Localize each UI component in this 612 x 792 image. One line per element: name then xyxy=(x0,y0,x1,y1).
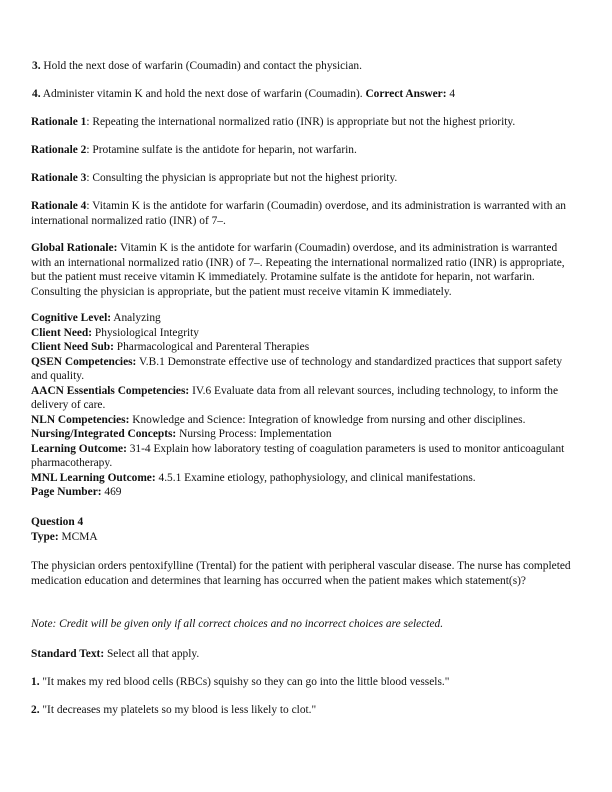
question-type: Type: MCMA xyxy=(31,530,98,543)
global-rationale: Global Rationale: Vitamin K is the antidote for warfarin (Coumadin) overdose, and its administration is warranted with an international normalized ratio (INR) of 7–. Repeating the international normalized ratio (INR) is appropriate, but the patient must receive vitamin K immediately. Protamine sulfate is the antidote for heparin, not warfarin. Consulting the physician is appropriate, but the patient must receive vitamin K immediately. xyxy=(31,242,565,298)
correct-answer-label: Correct Answer: xyxy=(365,88,447,100)
rationale-1: Rationale 1: Repeating the international normalized ratio (INR) is appropriate but not the highest priority. xyxy=(31,116,516,128)
q4-choice-2: 2. "It decreases my platelets so my blood is less likely to clot." xyxy=(31,704,317,716)
question-title: Question 4 xyxy=(31,516,84,528)
metadata-block xyxy=(31,311,579,500)
meta-client-need-sub: Client Need Sub: Pharmacological and Parenteral Therapies xyxy=(31,341,310,353)
rationale-3: Rationale 3: Consulting the physician is appropriate but not the highest priority. xyxy=(31,172,398,184)
answer-choice-4: 4. Administer vitamin K and hold the next dose of warfarin (Coumadin). Correct Answer: 4 xyxy=(32,88,456,100)
meta-mnl-outcome: MNL Learning Outcome: 4.5.1 Examine etiology, pathophysiology, and clinical manifestations. xyxy=(31,471,476,484)
q4-choice-1: 1. "It makes my red blood cells (RBCs) squishy so they can go into the little blood vessels." xyxy=(31,676,450,688)
correct-answer-value: 4 xyxy=(449,88,456,100)
meta-client-need: Client Need: Physiological Integrity xyxy=(31,326,200,339)
question-header xyxy=(31,515,579,544)
meta-nursing-concepts: Nursing/Integrated Concepts: Nursing Process: Implementation xyxy=(31,428,332,440)
meta-learning-outcome: Learning Outcome: 31-4 Explain how laboratory testing of coagulation parameters is used to monitor anticoagulant pharmacotherapy. xyxy=(31,442,565,469)
credit-note: Note: Credit will be given only if all correct choices and no incorrect choices are selected. xyxy=(31,618,444,630)
meta-cognitive-level: Cognitive Level: Analyzing xyxy=(31,312,161,324)
standard-text: Standard Text: Select all that apply. xyxy=(31,648,200,660)
meta-page-number: Page Number: 469 xyxy=(31,486,122,498)
meta-aacn: AACN Essentials Competencies: IV.6 Evaluate data from all relevant sources, including technology, to inform the delivery of care. xyxy=(31,384,559,411)
meta-nln: NLN Competencies: Knowledge and Science: Integration of knowledge from nursing and other disciplines. xyxy=(31,413,526,426)
rationale-2: Rationale 2: Protamine sulfate is the antidote for heparin, not warfarin. xyxy=(31,144,357,156)
question-stem: The physician orders pentoxifylline (Trental) for the patient with peripheral vascular disease. The nurse has completed medication education and determines that learning has occurred when the patient makes which statement(s)? xyxy=(31,560,571,587)
rationale-4: Rationale 4: Vitamin K is the antidote for warfarin (Coumadin) overdose, and its administration is warranted with an international normalized ratio (INR) of 7–. xyxy=(31,200,566,227)
answer-choice-3: 3. Hold the next dose of warfarin (Coumadin) and contact the physician. xyxy=(32,60,362,72)
meta-qsen: QSEN Competencies: V.B.1 Demonstrate effective use of technology and standardized practices that support safety and quality. xyxy=(31,355,563,382)
